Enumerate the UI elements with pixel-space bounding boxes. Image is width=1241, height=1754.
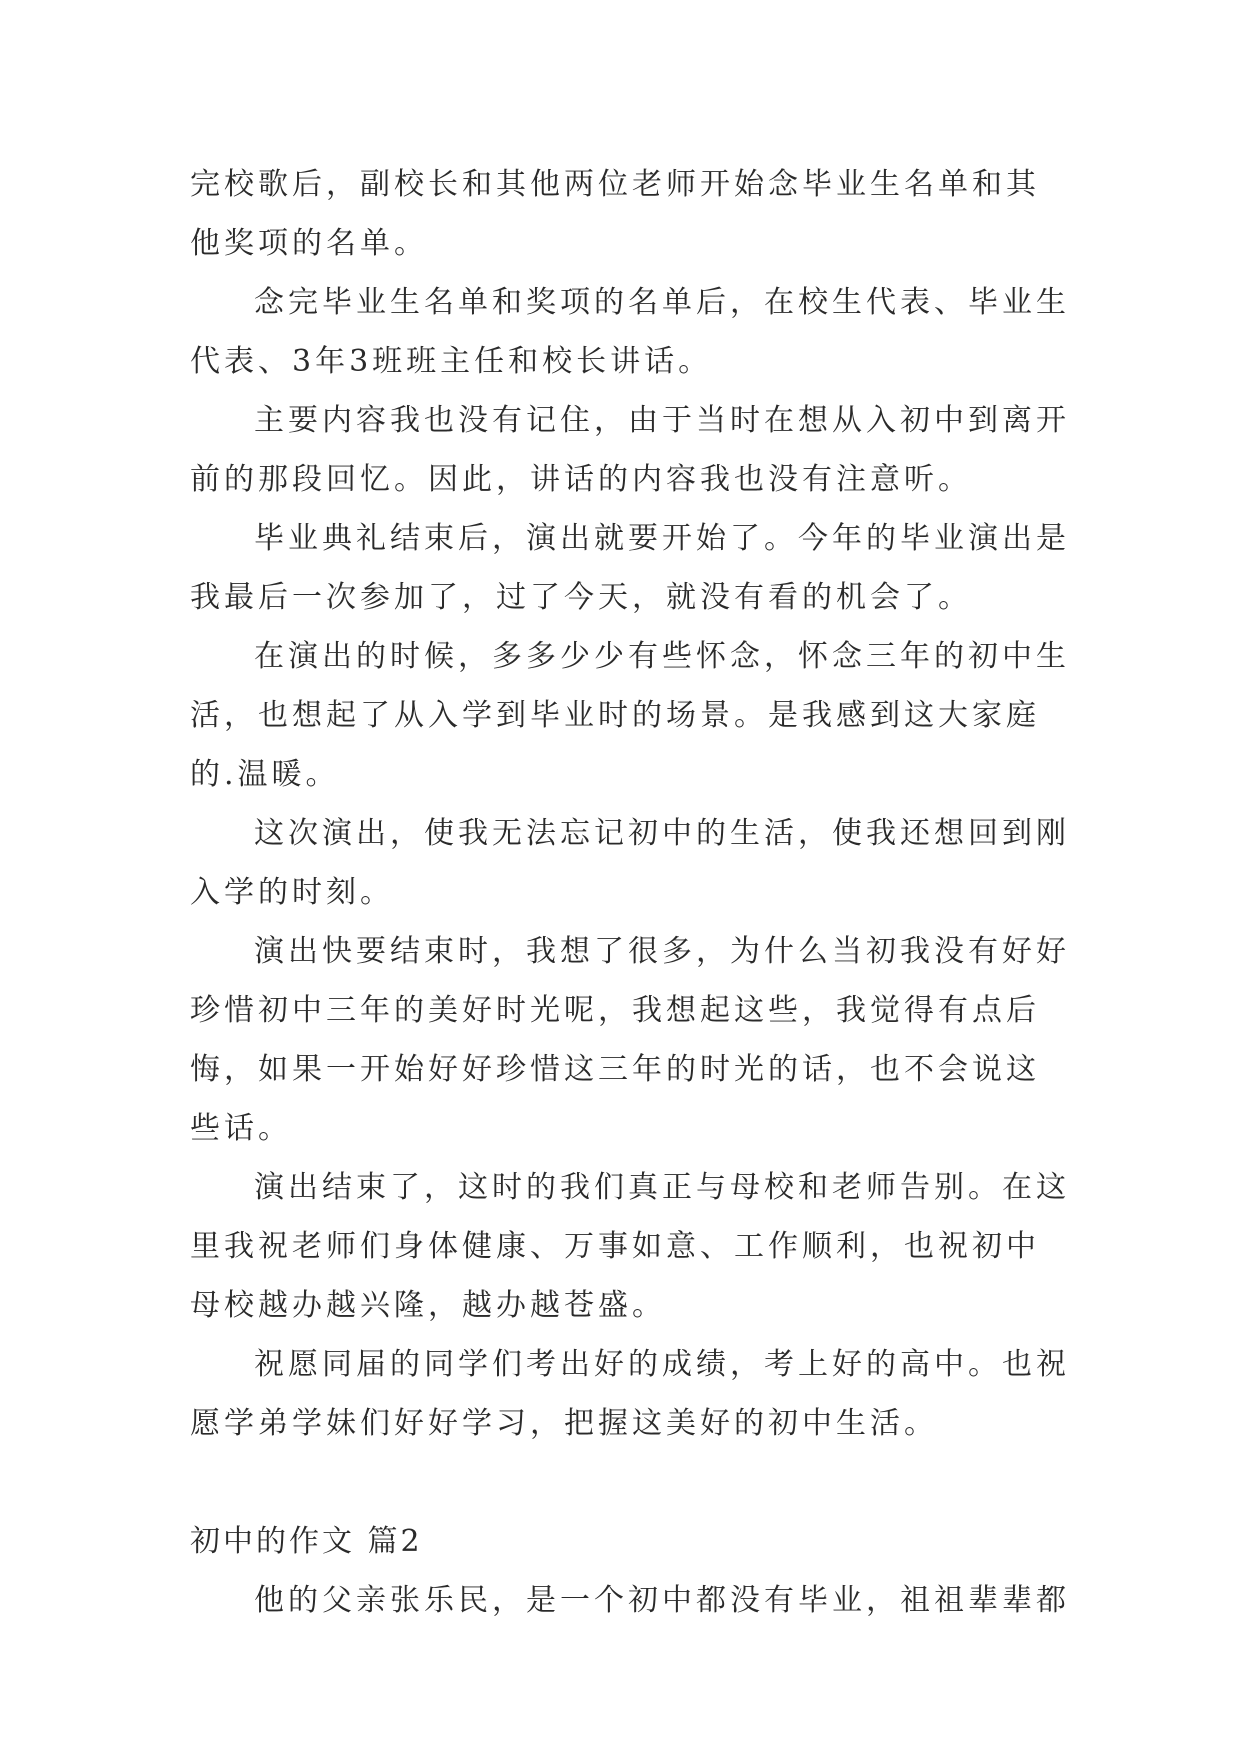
paragraph: 完校歌后，副校长和其他两位老师开始念毕业生名单和其他奖项的名单。 <box>190 167 1040 261</box>
section-title: 初中的作文 篇2 <box>190 1524 423 1559</box>
paragraph: 在演出的时候，多多少少有些怀念，怀念三年的初中生活，也想起了从入学到毕业时的场景。是我感到这大家庭的.温暖。 <box>190 639 1070 792</box>
paragraph: 毕业典礼结束后，演出就要开始了。今年的毕业演出是我最后一次参加了，过了今天，就没有看的机会了。 <box>190 521 1070 615</box>
paragraph: 这次演出，使我无法忘记初中的生活，使我还想回到刚入学的时刻。 <box>190 816 1070 910</box>
paragraph: 他的父亲张乐民，是一个初中都没有毕业，祖祖辈辈都 <box>254 1583 1070 1618</box>
paragraph: 演出结束了，这时的我们真正与母校和老师告别。在这里我祝老师们身体健康、万事如意、工作顺利，也祝初中母校越办越兴隆，越办越苍盛。 <box>190 1170 1070 1323</box>
paragraph: 祝愿同届的同学们考出好的成绩，考上好的高中。也祝愿学弟学妹们好好学习，把握这美好的初中生活。 <box>190 1347 1070 1441</box>
paragraph: 演出快要结束时，我想了很多，为什么当初我没有好好珍惜初中三年的美好时光呢，我想起这些，我觉得有点后悔，如果一开始好好珍惜这三年的时光的话，也不会说这些话。 <box>190 934 1070 1146</box>
paragraph: 主要内容我也没有记住，由于当时在想从入初中到离开前的那段回忆。因此，讲话的内容我也没有注意听。 <box>190 403 1070 497</box>
document-body <box>190 155 1070 1630</box>
paragraph: 念完毕业生名单和奖项的名单后，在校生代表、毕业生代表、3年3班班主任和校长讲话。 <box>190 285 1070 379</box>
